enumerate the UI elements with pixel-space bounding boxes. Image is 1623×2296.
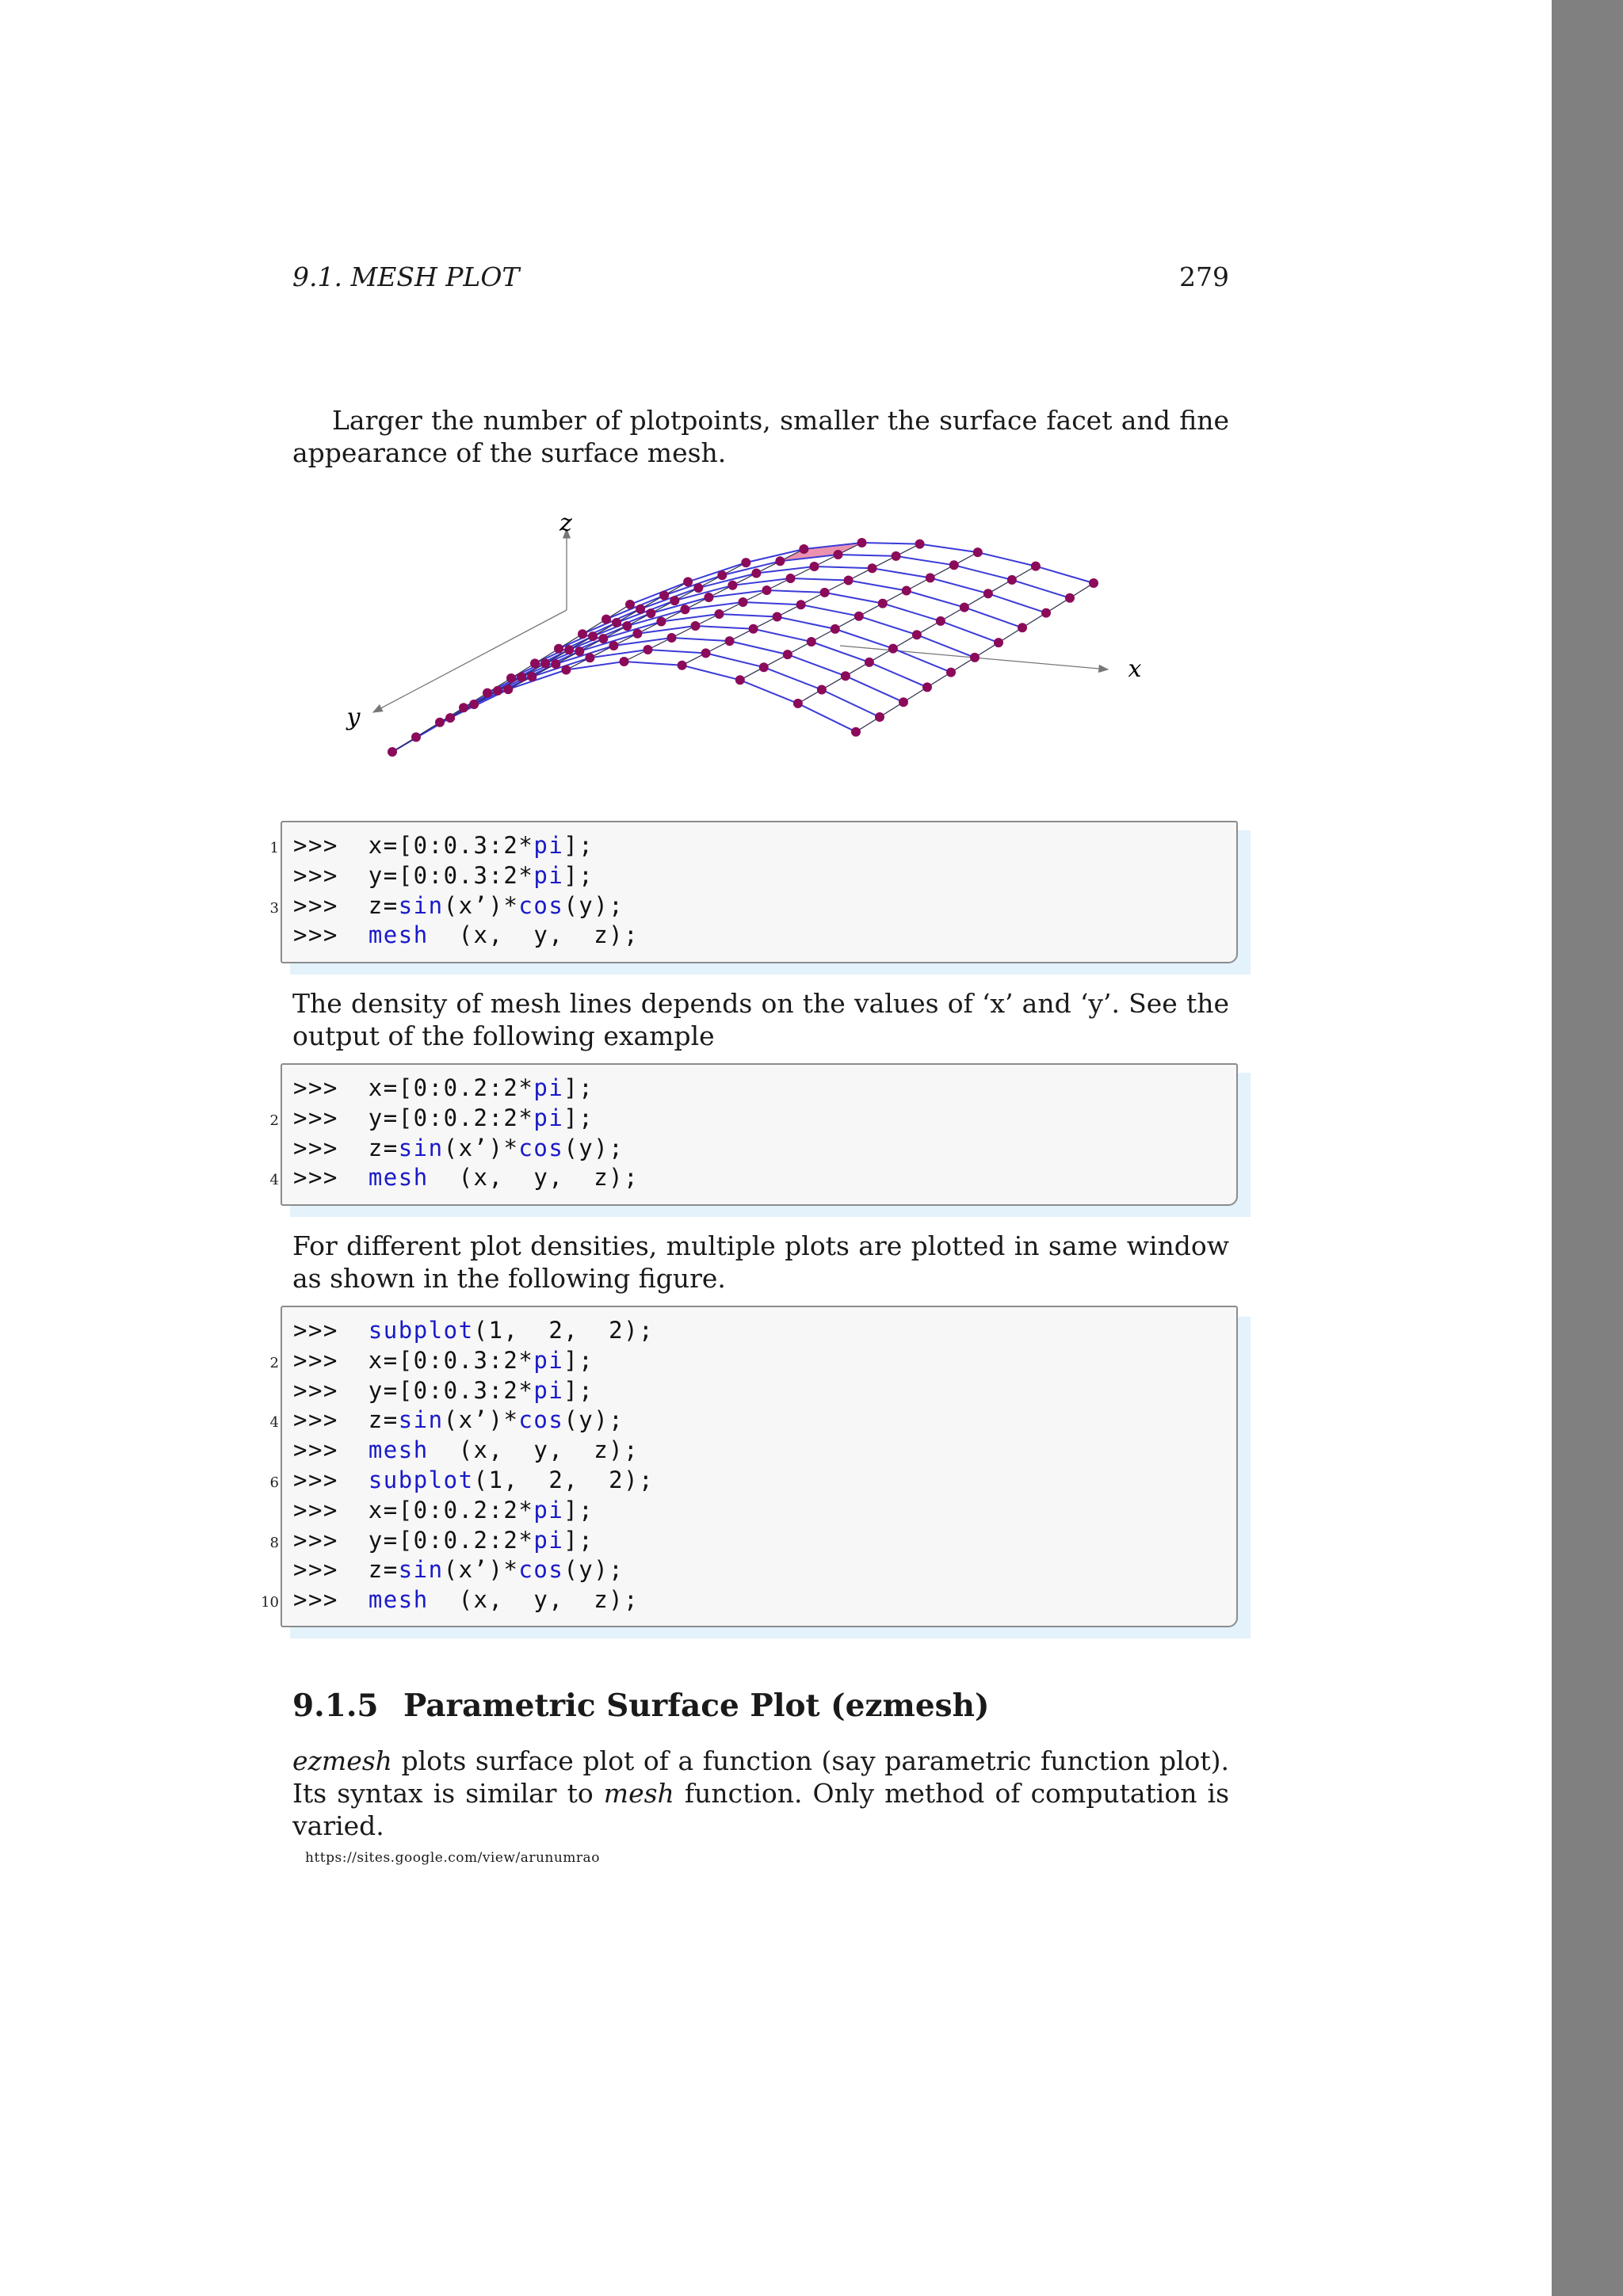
mesh-point [680, 605, 689, 614]
mesh-point [922, 682, 932, 692]
intro-paragraph: Larger the number of plotpoints, smaller the surface facet and fine appearance of the surface mesh. [292, 405, 1229, 468]
code-line-number: 4 [269, 1172, 279, 1189]
section-number: 9.1.5 [292, 1688, 379, 1724]
mesh-point [715, 609, 724, 619]
mesh-point [994, 638, 1003, 647]
mesh-point [796, 600, 806, 609]
code-text: ]; [563, 1376, 594, 1404]
mesh-point [656, 617, 666, 627]
mesh-point [643, 645, 653, 654]
code-keyword: pi [533, 1074, 564, 1101]
code-text: ]; [563, 1104, 594, 1131]
mesh-point [517, 673, 526, 682]
mesh-point [902, 586, 911, 596]
density-paragraph: The density of mesh lines depends on the values of ‘x’ and ‘y’. See the output of the following example [292, 988, 1229, 1051]
code-text: >>> z= [293, 1406, 399, 1434]
mesh-line [511, 602, 975, 678]
mesh-point [868, 563, 877, 573]
mesh-point [717, 570, 727, 580]
mesh-point [786, 574, 796, 583]
mesh-point [636, 605, 645, 614]
code-line [293, 1345, 594, 1375]
mesh-point [841, 671, 850, 681]
mesh-surface-plot [333, 507, 1205, 776]
mesh-point [540, 658, 550, 668]
mesh-point [435, 718, 445, 727]
mesh-point [851, 727, 861, 737]
mesh-point [598, 634, 608, 643]
code-keyword: mesh [368, 921, 429, 949]
mesh-point [554, 644, 563, 654]
code-text: >>> x=[0:0.3:2* [293, 832, 534, 859]
x-axis-label: x [1128, 655, 1142, 683]
code-text: (x’)* [443, 1134, 519, 1161]
mesh-point [727, 581, 737, 590]
mesh-point [865, 658, 874, 667]
mesh-point [678, 661, 687, 670]
mesh-point [875, 712, 884, 722]
mesh-point [751, 569, 761, 578]
code-text: >>> x=[0:0.2:2* [293, 1496, 534, 1524]
code-line [293, 1495, 594, 1525]
code-text: (x, y, z); [428, 921, 640, 949]
mesh-point [578, 629, 587, 639]
code-text: ]; [563, 832, 594, 859]
code-text: (y); [563, 1556, 624, 1584]
code-text: >>> y=[0:0.2:2* [293, 1104, 534, 1131]
mesh-point [575, 646, 584, 656]
running-header [292, 261, 1229, 301]
code-line [293, 891, 624, 921]
code-text: ]; [563, 1074, 594, 1101]
code-text: >>> x=[0:0.3:2* [293, 1346, 534, 1374]
page-number: 279 [1179, 261, 1229, 292]
code-keyword: pi [533, 832, 564, 859]
code-text: (y); [563, 1406, 624, 1434]
code-line [293, 1133, 624, 1163]
mesh-point [783, 650, 792, 659]
mesh-point [844, 576, 854, 585]
code-line-number: 3 [269, 899, 279, 917]
code-line-number: 10 [261, 1594, 279, 1611]
code-text: >>> y=[0:0.3:2* [293, 861, 534, 889]
code-text: (x, y, z); [428, 1586, 640, 1614]
code-text: >>> [293, 921, 369, 949]
code-keyword: sin [398, 1134, 444, 1161]
mesh-point [622, 621, 632, 631]
y-axis-label: y [346, 704, 361, 731]
code-text: ]; [563, 1496, 594, 1524]
code-line [293, 1073, 594, 1103]
mesh-point [1089, 578, 1098, 588]
mesh-point [483, 688, 492, 698]
code-text: >>> [293, 1317, 369, 1344]
code-keyword: cos [518, 891, 564, 919]
code-line-number: 6 [269, 1474, 279, 1491]
mesh-point [646, 608, 655, 618]
code-keyword: subplot [368, 1317, 474, 1344]
mesh-point [793, 699, 803, 708]
code-line-number: 2 [269, 1354, 279, 1371]
page-side-strip [1552, 0, 1623, 2296]
mesh-point [946, 668, 956, 677]
mesh-point [1007, 575, 1017, 585]
mesh-point [588, 631, 598, 641]
mesh-point [493, 686, 502, 696]
code-line [293, 920, 639, 950]
mesh-point [527, 672, 537, 681]
section-heading [292, 1688, 989, 1724]
mesh-point [970, 653, 980, 662]
code-keyword: mesh [368, 1436, 429, 1464]
mesh-point [564, 645, 574, 654]
mesh-point [857, 538, 867, 547]
mesh-point [1031, 562, 1041, 571]
section-title: Parametric Surface Plot (ezmesh) [403, 1688, 990, 1724]
mesh-point [799, 544, 808, 554]
code-keyword: pi [533, 1346, 564, 1374]
code-text: (1, 2, 2); [473, 1317, 655, 1344]
code-line [293, 1525, 594, 1555]
mesh-point [683, 577, 693, 586]
ezmesh-paragraph [292, 1745, 1229, 1842]
mesh-point [469, 700, 479, 709]
mesh-point [388, 747, 397, 757]
mesh-point [612, 618, 621, 627]
code-line-number: 2 [269, 1112, 279, 1129]
mesh-point [735, 675, 745, 685]
mesh-point [530, 658, 540, 668]
mesh-point [775, 556, 785, 566]
code-keyword: mesh [368, 1164, 429, 1192]
mesh-point [912, 630, 922, 639]
mesh-point [1041, 608, 1051, 618]
mesh-point [749, 624, 758, 634]
code-line-number: 1 [269, 840, 279, 856]
code-keyword: pi [533, 1104, 564, 1131]
code-keyword: subplot [368, 1466, 474, 1493]
code-keyword: pi [533, 861, 564, 889]
code-text: >>> [293, 1586, 369, 1614]
emphasized-term: ezmesh [292, 1745, 392, 1776]
mesh-point [807, 637, 816, 646]
code-keyword: sin [398, 1406, 444, 1434]
code-keyword: pi [533, 1376, 564, 1404]
code-text: >>> z= [293, 1556, 399, 1584]
code-text: ]; [563, 1526, 594, 1554]
mesh-line [535, 590, 999, 663]
code-keyword: pi [533, 1526, 564, 1554]
code-keyword: cos [518, 1406, 564, 1434]
mesh-point [693, 583, 703, 593]
mesh-point [899, 697, 908, 707]
mesh-point [983, 589, 993, 598]
mesh-point [585, 653, 594, 662]
code-text: (x, y, z); [428, 1164, 640, 1192]
mesh-point [701, 648, 711, 658]
mesh-point [620, 657, 629, 666]
mesh-point [892, 551, 901, 561]
mesh-point [725, 636, 735, 646]
code-text: (x, y, z); [428, 1436, 640, 1464]
code-line [293, 1585, 639, 1615]
paragraph-text: function. Only method of computation is varied. [292, 1778, 1229, 1841]
mesh-point [551, 659, 560, 669]
code-text: (1, 2, 2); [473, 1466, 655, 1493]
mesh-point [817, 685, 827, 695]
code-text: >>> y=[0:0.2:2* [293, 1526, 534, 1554]
code-line-number: 8 [269, 1534, 279, 1551]
code-text: >>> x=[0:0.2:2* [293, 1074, 534, 1101]
mesh-point [759, 662, 769, 672]
code-keyword: pi [533, 1496, 564, 1524]
code-keyword: cos [518, 1556, 564, 1584]
code-line [293, 1315, 654, 1345]
mesh-point [691, 621, 701, 631]
mesh-figure [333, 507, 1205, 776]
code-text: >>> [293, 1164, 369, 1192]
code-text: (x’)* [443, 1406, 519, 1434]
mesh-point [960, 603, 969, 612]
code-text: ]; [563, 861, 594, 889]
mesh-point [820, 588, 830, 597]
mesh-point [926, 573, 935, 582]
code-text: >>> z= [293, 1134, 399, 1161]
code-line [293, 1435, 639, 1465]
code-text: ]; [563, 1346, 594, 1374]
mesh-point [973, 547, 983, 557]
mesh-point [503, 685, 513, 694]
mesh-point [810, 562, 819, 571]
code-text: (y); [563, 891, 624, 919]
code-line [293, 1465, 654, 1495]
code-line [293, 1554, 624, 1585]
code-line [293, 1103, 594, 1133]
mesh-point [667, 633, 677, 643]
mesh-point [670, 596, 679, 605]
code-line-number: 4 [269, 1414, 279, 1432]
subplots-paragraph: For different plot densities, multiple plots are plotted in same window as shown in the following figure. [292, 1230, 1229, 1294]
mesh-point [936, 616, 945, 626]
mesh-point [601, 615, 611, 624]
mesh-point [915, 540, 925, 549]
code-text: >>> [293, 1466, 369, 1493]
mesh-point [854, 612, 864, 621]
mesh-point [949, 560, 959, 570]
code-line [293, 1405, 624, 1435]
mesh-point [659, 591, 669, 601]
mesh-point [773, 612, 782, 622]
footer-url: https://sites.google.com/view/arunumrao [305, 1850, 600, 1866]
mesh-point [831, 624, 840, 634]
code-keyword: sin [398, 1556, 444, 1584]
mesh-point [878, 599, 888, 608]
code-text: >>> y=[0:0.3:2* [293, 1376, 534, 1404]
running-title: 9.1. MESH PLOT [292, 261, 520, 292]
mesh-point [506, 673, 516, 683]
code-keyword: sin [398, 891, 444, 919]
code-text: (x’)* [443, 891, 519, 919]
z-axis-label: z [559, 509, 572, 537]
mesh-point [632, 629, 642, 639]
code-line [293, 860, 594, 891]
code-line [293, 1375, 594, 1405]
code-text: (x’)* [443, 1556, 519, 1584]
mesh-point [834, 550, 843, 559]
mesh-point [1018, 623, 1027, 632]
mesh-point [1065, 593, 1075, 603]
paragraph-text: plots surface plot of a function (say parametric function plot). Its syntax is similar to [292, 1745, 1229, 1809]
mesh-point [741, 558, 750, 567]
emphasized-term: mesh [603, 1778, 674, 1809]
mesh-point [739, 597, 748, 607]
mesh-point [459, 703, 468, 712]
code-text: >>> z= [293, 891, 399, 919]
mesh-point [762, 585, 772, 595]
mesh-point [625, 600, 635, 609]
code-line [293, 1162, 639, 1192]
mesh-point [888, 644, 898, 654]
code-keyword: mesh [368, 1586, 429, 1614]
mesh-point [561, 666, 571, 675]
code-text: (y); [563, 1134, 624, 1161]
code-text: >>> [293, 1436, 369, 1464]
mesh-point [609, 641, 618, 650]
code-keyword: cos [518, 1134, 564, 1161]
mesh-point [411, 732, 421, 742]
mesh-point [704, 593, 713, 602]
mesh-point [445, 713, 455, 723]
code-line [293, 830, 594, 860]
